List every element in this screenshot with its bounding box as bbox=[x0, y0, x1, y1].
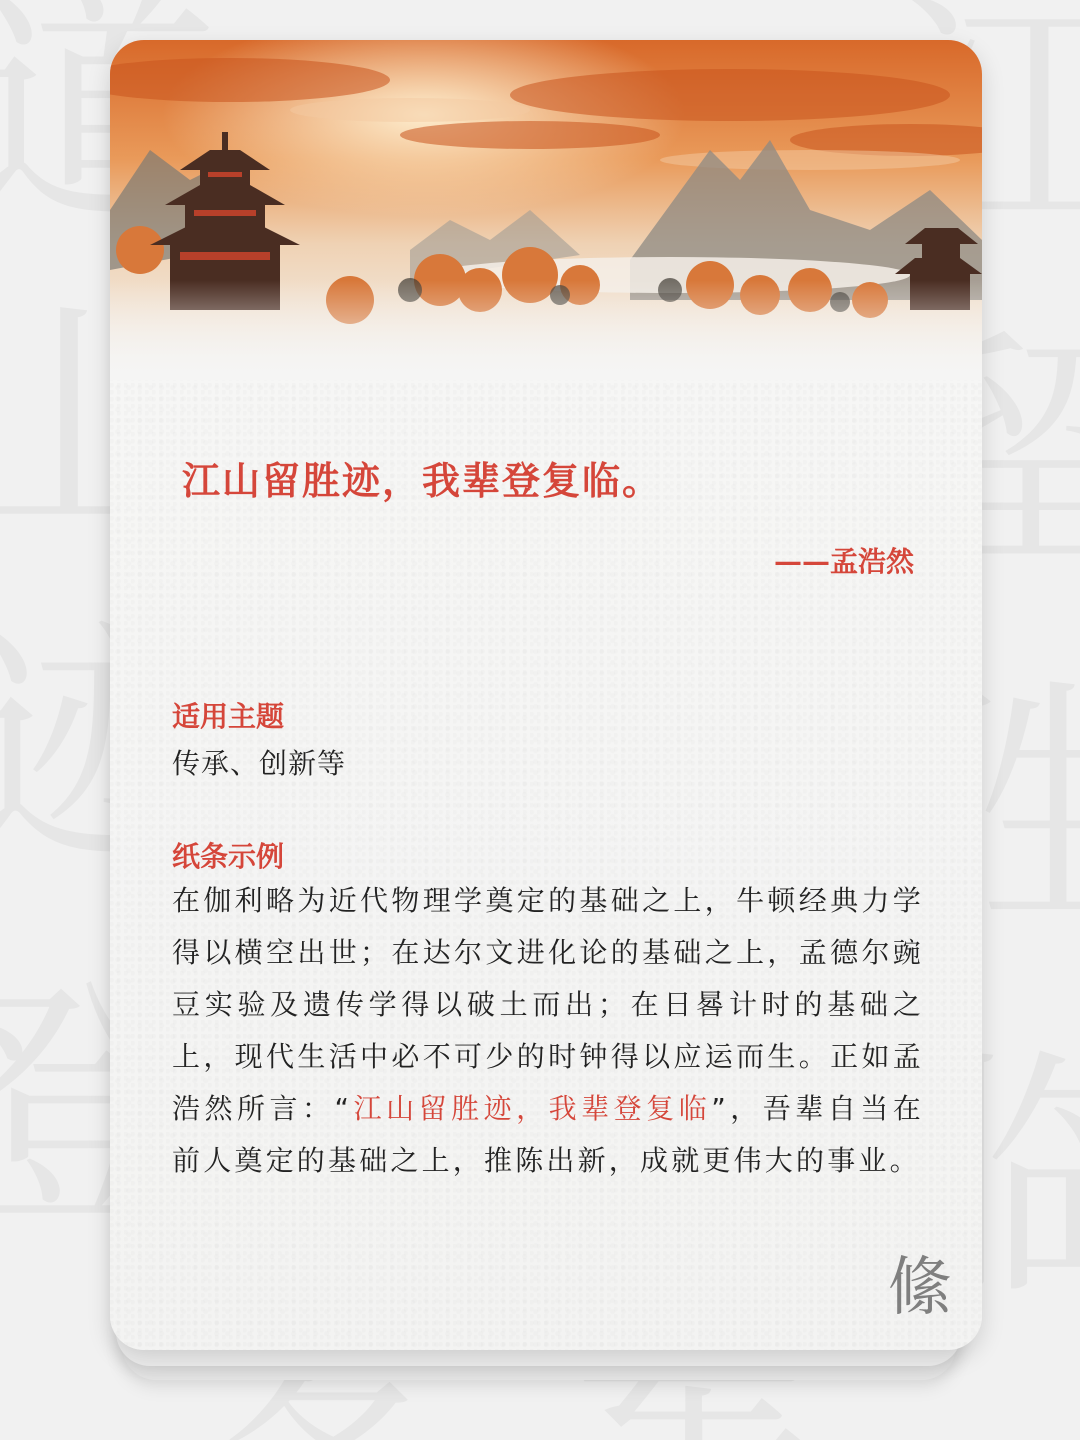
seal-logo: 絛 bbox=[888, 1251, 952, 1325]
example-title: 纸条示例 bbox=[172, 840, 285, 873]
quote-heading: 江山留胜迹，我辈登复临。 bbox=[182, 458, 663, 503]
topics-title: 适用主题 bbox=[172, 700, 285, 733]
example-paragraph bbox=[172, 875, 924, 1187]
quote-card bbox=[110, 40, 982, 1350]
example-text-part2: ”，吾辈自当在前人奠定的基础之上，推陈出新，成就更伟大的事业。 bbox=[172, 1092, 924, 1177]
example-text-part1: 在伽利略为近代物理学奠定的基础之上，牛顿经典力学得以横空出世；在达尔文进化论的基础之上，孟德尔豌豆实验及遗传学得以破土而出；在日晷计时的基础之上，现代生活中必不可少的时钟得以应运而生。正如孟浩然所言：“ bbox=[172, 884, 924, 1125]
quote-author: ——孟浩然 bbox=[773, 545, 914, 578]
landscape-painting bbox=[110, 40, 982, 380]
topics-text: 传承、创新等 bbox=[172, 747, 347, 780]
example-text-highlight: 江山留胜迹，我辈登复临 bbox=[352, 1092, 712, 1125]
